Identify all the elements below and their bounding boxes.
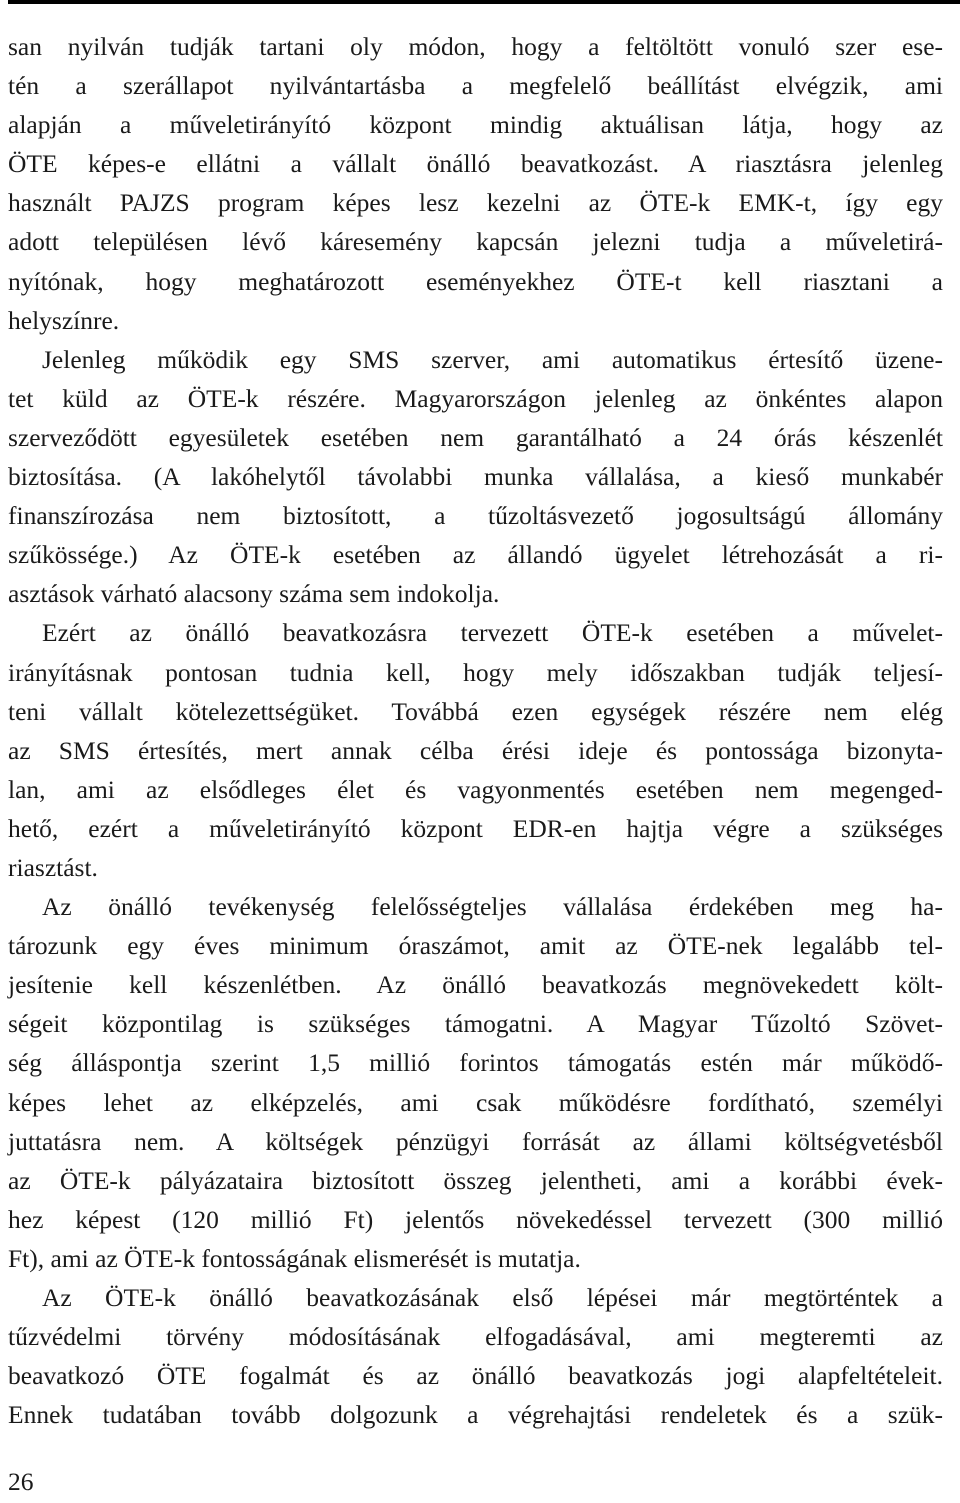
text-line: ségeit központilag is szükséges támogatni. A Magyar Tűzoltó Szövet- xyxy=(8,1009,943,1039)
text-line: beavatkozó ÖTE fogalmát és az önálló beavatkozás jogi alapfeltételeit. xyxy=(8,1361,943,1391)
text-line: hez képest (120 millió Ft) jelentős növekedéssel tervezett (300 millió xyxy=(8,1204,943,1234)
page-number: 26 xyxy=(8,1467,34,1496)
text-line: szűkössége.) Az ÖTE-k esetében az állandó ügyelet létrehozását a ri- xyxy=(8,540,943,570)
text-line: riasztást. xyxy=(8,852,98,882)
text-line: helyszínre. xyxy=(8,305,120,335)
text-line: tűzvédelmi törvény módosításának elfogadásával, ami megteremti az xyxy=(8,1322,943,1352)
text-line: ség álláspontja szerint 1,5 millió forintos támogatás estén már működő- xyxy=(8,1048,943,1078)
text-line: adott településen lévő káresemény kapcsán jelezni tudja a műveletirá- xyxy=(8,227,943,257)
text-line: alapján a műveletirányító központ mindig aktuálisan látja, hogy az xyxy=(8,110,943,140)
text-line: lan, ami az elsődleges élet és vagyonmentés esetében nem megenged- xyxy=(8,774,943,804)
text-line: Ennek tudatában tovább dolgozunk a végrehajtási rendeletek és a szük- xyxy=(8,1400,943,1430)
text-line: az SMS értesítés, mert annak célba érési ideje és pontossága bizonyta- xyxy=(8,735,943,765)
text-line: használt PAJZS program képes lesz kezelni az ÖTE-k EMK-t, így egy xyxy=(8,188,943,218)
text-line: nyítónak, hogy meghatározott eseményekhez ÖTE-t kell riasztani a xyxy=(8,266,943,296)
text-line: tet küld az ÖTE-k részére. Magyarországon jelenleg az önkéntes alapon xyxy=(8,383,943,413)
text-line: Ft), ami az ÖTE-k fontosságának elismerését is mutatja. xyxy=(8,1243,581,1273)
text-line: Jelenleg működik egy SMS szerver, ami automatikus értesítő üzene- xyxy=(42,344,943,374)
text-line: finanszírozása nem biztosított, a tűzoltásvezető jogosultságú állomány xyxy=(8,501,943,531)
text-line: tározunk egy éves minimum óraszámot, amit az ÖTE-nek legalább tel- xyxy=(8,931,943,961)
text-line: az ÖTE-k pályázataira biztosított összeg jelentheti, ami a korábbi évek- xyxy=(8,1165,943,1195)
text-line: hető, ezért a műveletirányító központ EDR-en hajtja végre a szükséges xyxy=(8,813,943,843)
text-line: Az önálló tevékenység felelősségteljes vállalása érdekében meg ha- xyxy=(42,892,943,922)
page-body xyxy=(8,27,943,1434)
text-line: juttatásra nem. A költségek pénzügyi forrását az állami költségvetésből xyxy=(8,1126,943,1156)
text-line: biztosítása. (A lakóhelytől távolabbi munka vállalása, a kieső munkabér xyxy=(8,462,943,492)
text-line: tén a szerállapot nyilvántartásba a megfelelő beállítást elvégzik, ami xyxy=(8,71,943,101)
text-line: san nyilván tudják tartani oly módon, hogy a feltöltött vonuló szer ese- xyxy=(8,32,943,61)
text-line: képes lehet az elképzelés, ami csak működésre fordítható, személyi xyxy=(8,1087,943,1117)
text-line: teni vállalt kötelezettségüket. Továbbá ezen egységek részére nem elég xyxy=(8,696,943,726)
text-line: Az ÖTE-k önálló beavatkozásának első lépései már megtörténtek a xyxy=(42,1283,943,1312)
text-line: jesítenie kell készenlétben. Az önálló beavatkozás megnövekedett költ- xyxy=(8,970,943,1000)
text-line: szerveződött egyesületek esetében nem garantálható a 24 órás készenlét xyxy=(8,422,943,452)
page-top-rule xyxy=(8,0,960,4)
text-line: ÖTE képes-e ellátni a vállalt önálló beavatkozást. A riasztásra jelenleg xyxy=(8,149,943,179)
text-line: Ezért az önálló beavatkozásra tervezett ÖTE-k esetében a művelet- xyxy=(42,618,943,648)
text-line: irányításnak pontosan tudnia kell, hogy mely időszakban tudják teljesí- xyxy=(8,657,943,687)
text-line: asztások várható alacsony száma sem indokolja. xyxy=(8,579,500,609)
